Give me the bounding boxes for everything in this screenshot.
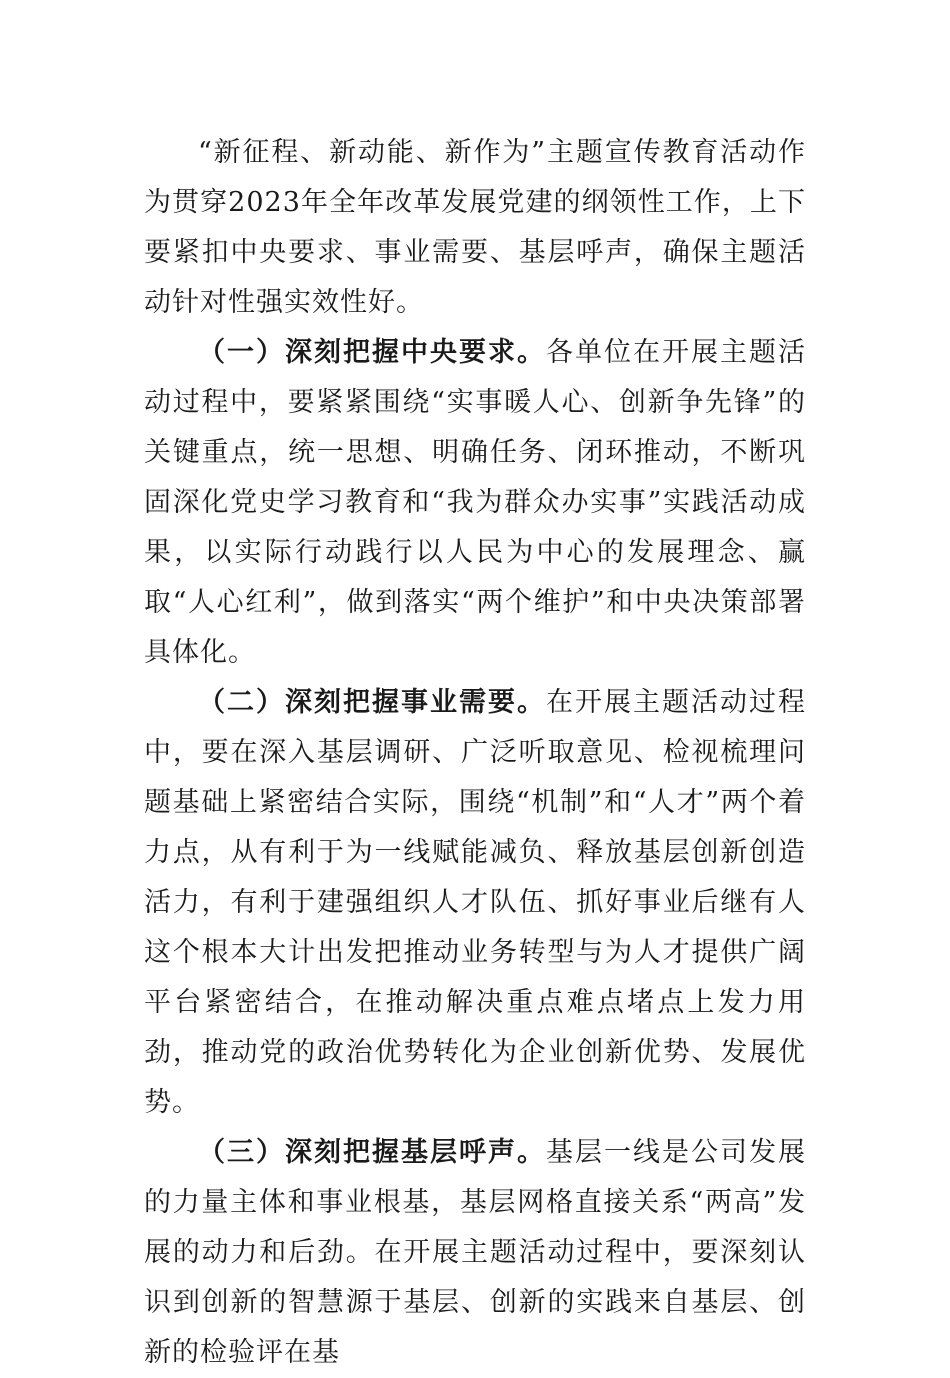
section-three-paragraph [144, 1128, 806, 1378]
paragraph-text: “新征程、新动能、新作为”主题宣传教育活动作为贯穿2023年全年改革发展党建的纲领性工作，上下要紧扣中央要求、事业需要、基层呼声，确保主题活动针对性强实效性好。 [144, 137, 806, 318]
section-two-paragraph [144, 678, 806, 1128]
paragraph-text: 在开展主题活动过程中，要在深入基层调研、广泛听取意见、检视梳理问题基础上紧密结合实际，围绕“机制”和“人才”两个着力点，从有利于为一线赋能减负、释放基层创新创造活力，有利于建强组织人才队伍、抓好事业后继有人这个根本大计出发把推动业务转型与为人才提供广阔平台紧密结合，在推动解决重点难点堵点上发力用劲，推动党的政治优势转化为企业创新优势、发展优势。 [144, 687, 806, 1118]
paragraph-text: 基层一线是公司发展的力量主体和事业根基，基层网格直接关系“两高”发展的动力和后劲。在开展主题活动过程中，要深刻认识到创新的智慧源于基层、创新的实践来自基层、创新的检验评在基 [144, 1137, 806, 1368]
section-heading: （一）深刻把握中央要求。 [198, 337, 546, 368]
section-heading: （三）深刻把握基层呼声。 [198, 1137, 546, 1168]
document-page [144, 128, 806, 1378]
section-heading: （二）深刻把握事业需要。 [198, 687, 546, 718]
paragraph-text: 各单位在开展主题活动过程中，要紧紧围绕“实事暖人心、创新争先锋”的关键重点，统一思想、明确任务、闭环推动，不断巩固深化党史学习教育和“我为群众办实事”实践活动成果，以实际行动践行以人民为中心的发展理念、赢取“人心红利”，做到落实“两个维护”和中央决策部署具体化。 [144, 337, 806, 668]
intro-paragraph [144, 128, 806, 328]
section-one-paragraph [144, 328, 806, 678]
